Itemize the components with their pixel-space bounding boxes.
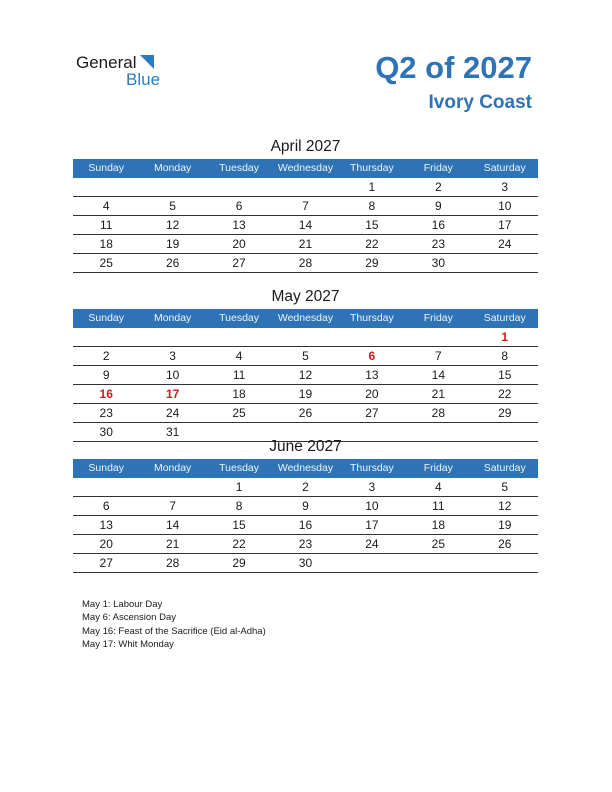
weekday-header-cell: Tuesday xyxy=(219,162,259,174)
day-cell: 20 xyxy=(365,387,379,401)
weekday-header-cell: Sunday xyxy=(88,312,125,324)
day-cell: 21 xyxy=(298,237,313,251)
day-cell: 10 xyxy=(165,368,180,382)
day-cell: 18 xyxy=(431,518,445,532)
week-row xyxy=(73,554,538,573)
holiday-notes xyxy=(82,598,266,651)
empty-day-cell xyxy=(206,178,272,196)
holiday-note: May 6: Ascension Day xyxy=(82,612,176,624)
weekday-header-cell: Wednesday xyxy=(277,462,334,474)
logo-word-blue: Blue xyxy=(126,70,161,89)
day-cell: 24 xyxy=(365,537,379,551)
empty-day-cell xyxy=(139,178,205,196)
day-cell: 12 xyxy=(165,218,180,232)
day-cell: 9 xyxy=(434,199,442,213)
weekday-header-row xyxy=(73,309,538,328)
day-cell: 8 xyxy=(235,499,243,513)
day-cell: 5 xyxy=(169,199,176,213)
day-cell: 28 xyxy=(298,256,313,270)
day-cell: 16 xyxy=(99,387,113,401)
day-cell: 4 xyxy=(235,349,243,363)
day-cell: 1 xyxy=(235,480,243,494)
day-cell: 7 xyxy=(434,349,442,363)
day-cell: 23 xyxy=(298,537,313,551)
day-cell: 15 xyxy=(498,368,512,382)
month-calendar-may xyxy=(73,286,538,442)
day-cell: 29 xyxy=(232,556,246,570)
week-row xyxy=(73,235,538,254)
logo xyxy=(76,52,186,92)
day-cell: 14 xyxy=(165,518,180,532)
day-cell: 4 xyxy=(102,199,110,213)
day-cell: 31 xyxy=(165,425,180,439)
day-cell: 25 xyxy=(431,537,445,551)
day-cell: 3 xyxy=(501,180,509,194)
empty-day-cell xyxy=(139,328,205,346)
day-cell: 13 xyxy=(232,218,246,232)
day-cell: 17 xyxy=(365,518,379,532)
day-cell: 22 xyxy=(232,537,246,551)
weekday-header-cell: Thursday xyxy=(350,162,394,174)
weekday-header-cell: Wednesday xyxy=(277,162,334,174)
day-cell: 10 xyxy=(498,199,512,213)
month-calendar-june xyxy=(73,436,538,573)
day-cell: 15 xyxy=(365,218,379,232)
day-cell: 8 xyxy=(368,199,376,213)
day-cell: 21 xyxy=(165,537,180,551)
day-cell: 9 xyxy=(102,368,110,382)
month-title: May 2027 xyxy=(271,288,340,305)
day-cell: 30 xyxy=(431,256,445,270)
day-cell: 5 xyxy=(501,480,509,494)
week-row xyxy=(73,254,538,273)
day-cell: 25 xyxy=(99,256,113,270)
weekday-header-cell: Tuesday xyxy=(219,312,259,324)
day-cell: 28 xyxy=(165,556,180,570)
week-row xyxy=(73,216,538,235)
day-cell: 17 xyxy=(498,218,512,232)
day-cell: 12 xyxy=(298,368,313,382)
empty-day-cell xyxy=(73,328,139,346)
empty-day-cell xyxy=(472,554,538,572)
weekday-header-cell: Friday xyxy=(423,162,453,174)
day-cell: 1 xyxy=(368,180,376,194)
weekday-header-cell: Friday xyxy=(423,462,453,474)
day-cell: 6 xyxy=(368,349,376,363)
day-cell: 16 xyxy=(431,218,445,232)
day-cell: 15 xyxy=(232,518,246,532)
day-cell: 7 xyxy=(302,199,309,213)
day-cell: 20 xyxy=(99,537,113,551)
empty-day-cell xyxy=(139,478,205,496)
day-cell: 2 xyxy=(302,480,309,494)
week-row xyxy=(73,516,538,535)
day-cell: 26 xyxy=(165,256,180,270)
day-cell: 27 xyxy=(99,556,113,570)
day-cell: 26 xyxy=(498,537,512,551)
day-cell: 29 xyxy=(365,256,379,270)
empty-day-cell xyxy=(73,178,139,196)
day-cell: 27 xyxy=(232,256,246,270)
day-cell: 30 xyxy=(99,425,113,439)
day-cell: 19 xyxy=(165,237,180,251)
day-cell: 10 xyxy=(365,499,379,513)
day-cell: 11 xyxy=(99,218,113,232)
empty-day-cell xyxy=(272,178,338,196)
day-cell: 13 xyxy=(365,368,379,382)
day-cell: 26 xyxy=(298,406,313,420)
day-cell: 23 xyxy=(99,406,113,420)
day-cell: 20 xyxy=(232,237,246,251)
weekday-header-cell: Saturday xyxy=(483,312,526,324)
logo-word-general: General xyxy=(76,53,137,72)
day-cell: 8 xyxy=(501,349,509,363)
empty-day-cell xyxy=(339,328,405,346)
month-calendar-april xyxy=(73,136,538,273)
day-cell: 22 xyxy=(498,387,512,401)
weekday-header-cell: Sunday xyxy=(88,462,125,474)
empty-day-cell xyxy=(405,328,471,346)
day-cell: 22 xyxy=(365,237,379,251)
day-cell: 17 xyxy=(165,387,180,401)
empty-day-cell xyxy=(472,254,538,272)
day-cell: 21 xyxy=(431,387,445,401)
day-cell: 6 xyxy=(102,499,110,513)
week-row xyxy=(73,385,538,404)
day-cell: 11 xyxy=(232,368,246,382)
day-cell: 5 xyxy=(302,349,309,363)
day-cell: 24 xyxy=(498,237,512,251)
day-cell: 23 xyxy=(431,237,445,251)
week-row xyxy=(73,328,538,347)
empty-day-cell xyxy=(73,478,139,496)
day-cell: 4 xyxy=(434,480,442,494)
week-row xyxy=(73,197,538,216)
day-cell: 19 xyxy=(498,518,512,532)
day-cell: 12 xyxy=(498,499,512,513)
day-cell: 14 xyxy=(431,368,445,382)
weekday-header-cell: Sunday xyxy=(88,162,125,174)
weekday-header-cell: Wednesday xyxy=(277,312,334,324)
day-cell: 3 xyxy=(169,349,176,363)
day-cell: 6 xyxy=(235,199,243,213)
empty-day-cell xyxy=(206,328,272,346)
weekday-header-cell: Thursday xyxy=(350,462,394,474)
day-cell: 18 xyxy=(232,387,246,401)
week-row xyxy=(73,478,538,497)
day-cell: 29 xyxy=(498,406,512,420)
holiday-note: May 17: Whit Monday xyxy=(82,638,174,650)
week-row xyxy=(73,347,538,366)
month-title: June 2027 xyxy=(269,438,342,455)
day-cell: 2 xyxy=(102,349,110,363)
weekday-header-cell: Saturday xyxy=(483,162,526,174)
holiday-note: May 16: Feast of the Sacrifice (Eid al-Adha) xyxy=(82,625,266,637)
day-cell: 1 xyxy=(501,330,509,344)
weekday-header-row xyxy=(73,459,538,478)
day-cell: 11 xyxy=(432,499,445,513)
weekday-header-cell: Monday xyxy=(153,462,192,474)
day-cell: 25 xyxy=(232,406,246,420)
empty-day-cell xyxy=(405,554,471,572)
day-cell: 28 xyxy=(431,406,445,420)
week-row xyxy=(73,366,538,385)
weekday-header-cell: Monday xyxy=(153,312,192,324)
week-row xyxy=(73,497,538,516)
page-title: Q2 of 2027 xyxy=(375,50,532,85)
logo-triangle-icon xyxy=(140,55,154,69)
day-cell: 18 xyxy=(99,237,113,251)
day-cell: 7 xyxy=(169,499,176,513)
day-cell: 14 xyxy=(298,218,313,232)
weekday-header-cell: Thursday xyxy=(350,312,394,324)
weekday-header-row xyxy=(73,159,538,178)
month-title: April 2027 xyxy=(270,138,341,155)
weekday-header-cell: Monday xyxy=(153,162,192,174)
day-cell: 24 xyxy=(165,406,180,420)
holiday-note: May 1: Labour Day xyxy=(82,599,163,610)
weekday-header-cell: Saturday xyxy=(483,462,526,474)
empty-day-cell xyxy=(272,328,338,346)
week-row xyxy=(73,535,538,554)
week-row xyxy=(73,404,538,423)
day-cell: 13 xyxy=(99,518,113,532)
day-cell: 2 xyxy=(434,180,442,194)
weekday-header-cell: Tuesday xyxy=(219,462,259,474)
day-cell: 19 xyxy=(298,387,313,401)
day-cell: 27 xyxy=(365,406,379,420)
day-cell: 30 xyxy=(298,556,313,570)
page-subtitle: Ivory Coast xyxy=(428,92,532,113)
day-cell: 16 xyxy=(298,518,313,532)
weekday-header-cell: Friday xyxy=(423,312,453,324)
day-cell: 3 xyxy=(368,480,376,494)
empty-day-cell xyxy=(339,554,405,572)
week-row xyxy=(73,178,538,197)
day-cell: 9 xyxy=(302,499,309,513)
